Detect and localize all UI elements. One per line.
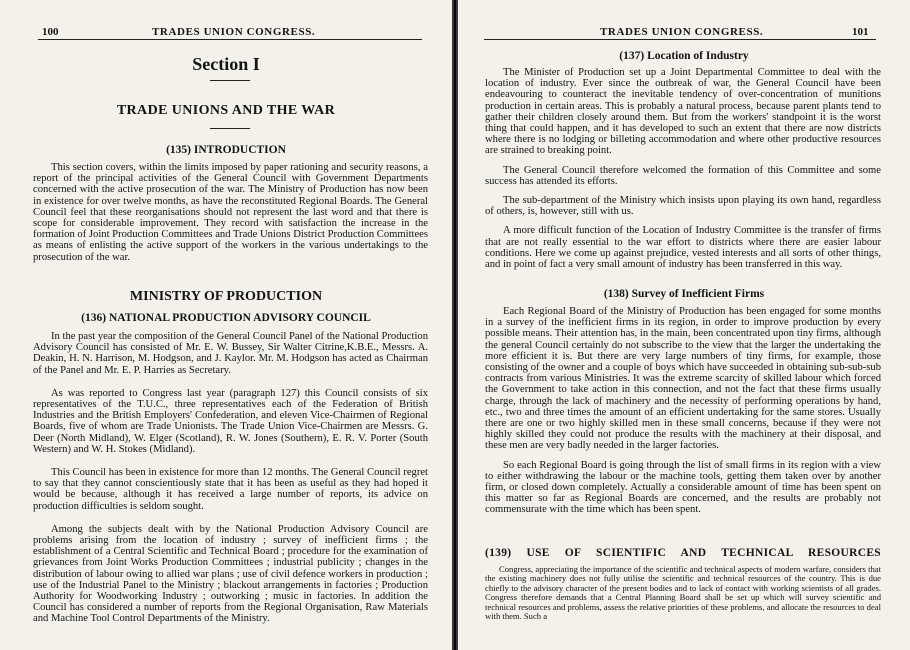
right-page-header <box>458 24 910 42</box>
science-paragraph: Congress, appreciating the importance of the scientific and technical aspects of modern warfare, considers that the existing machinery does not fully utilise the scientific and technical resources of the country. This is due chiefly to the advisory character of the present bodies and to lack of contact with working scientists of all grades. Congress therefore demands that a Central Planning Board shall be set up which will survey scientific and technical resources and problems, assess the relative priorities of these problems, and allocate the resources to deal with them. Such a <box>485 564 881 622</box>
page-number-right: 101 <box>852 26 869 38</box>
survey-heading: (138) Survey of Inefficient Firms <box>603 288 765 300</box>
council-paragraph-4: Among the subjects dealt with by the National Production Advisory Council are problems arising from the location of industry ; survey of inefficient firms ; the establishment of a Central Scientific and Technical Board ; procedure for the examination of grievances from Joint Works Production Committees ; industrial publicity ; changes in the distribution of labour owing to allied war plans ; use of civil defence workers in production ; use of the Industrial Panel to the Ministry ; blackout arrangements in factories ; Production Authority for Woodworking Industry ; outworking ; music in factories. In addition the Council has considered a number of reports from the Regional Organisation, Raw Materials and Machine Tool Control Departments of the Ministry. <box>33 523 428 625</box>
survey-paragraph-1: Each Regional Board of the Ministry of Production has been engaged for some months in a survey of the inefficient firms in its region, in order to improve production by every possible means. Their attention has, in the main, been concentrated upon tiny firms, although the general Council certainly do not subscribe to the view that the larger the undertaking the more efficient it is. But there are very large numbers of tiny firms, for example, those consisting of the owner and a couple of boys which have succeeded in obtaining sub-sub-sub contracts from various Ministries. It was the extreme scarcity of skilled labour which forced the Government to take action in this connection, and not the fact that these firms usually charge, through the lack of machinery and the necessity of performing operations by hand, etc., two and three times the amount of an efficient undertaking for the same stores. Usually there are one or two highly skilled men in these small concerns, because if they were not highly skilled they could not produce the results with the machinery at their disposal, and these men are very badly needed in the larger factories. <box>485 306 881 452</box>
intro-heading: (135) INTRODUCTION <box>166 144 286 156</box>
header-rule-right <box>484 39 876 40</box>
location-heading: (137) Location of Industry <box>619 50 749 62</box>
location-paragraph-4: A more difficult function of the Location of Industry Committee is the transfer of firms that are not really essential to the war effort to districts where there are easier labour conditions. Here we come up against prejudice, vested interests and all sorts of other things, and in point of fact a very small amount of industry has been transferred in this way. <box>485 225 881 271</box>
location-text <box>485 67 881 278</box>
chapter-divider <box>210 128 250 129</box>
running-title-right: TRADES UNION CONGRESS. <box>600 26 764 38</box>
council-paragraph-1: In the past year the composition of the General Council Panel of the National Production Advisory Council has consisted of Mr. E. W. Bussey, Sir Walter Citrine,K.B.E., Messrs. A. Deakin, H. N. Harrison, M. Hodgson, and J. Kaylor. Mr. M. Hodgson has acted as Chairman of the Panel and Mr. E. P. Harries as Secretary. <box>33 331 428 376</box>
survey-paragraph-2: So each Regional Board is going through the list of small firms in its region with a view to either withdrawing the labour or the machine tools, getting them taken over by another firm, or closed down completely. Actually a considerable amount of time has been spent on this matter so far as Regional Boards are concerned, and the results are probably not commensurate with the time which has been spent. <box>485 459 881 516</box>
council-paragraph-2: As was reported to Congress last year (paragraph 127) this Council consists of six representatives of the T.U.C., three representatives each of the Federation of British Industries and the British Employers' Confederation, and eleven Vice-Chairmen of Regional Boards, five of whom are Trade Unionists. The Trade Union Vice-Chairmen are Messrs. G. Deer (North Midland), W. Elger (Scotland), R. W. Jones (Southern), E. R. V. Porter (South Western) and W. H. Stokes (Midland). <box>33 387 428 455</box>
intro-paragraph: This section covers, within the limits imposed by paper rationing and security reasons, a report of the principal activities of the General Council with Government Departments concerned with the active prosecution of the war. The Ministry of Production has now been in existence for over twelve months, as have the reconstituted Regional Boards. The General Council feel that these reorganisations should not represent the last word and that there is scope for considerable improvement. They record with satisfaction the increase in the formation of Joint Production Committees and Trade Unions District Production Committees as means of enlisting the active support of the workers in the various undertakings to the prosecution of the war. <box>33 162 428 263</box>
location-paragraph-1: The Minister of Production set up a Joint Departmental Committee to deal with the location of industry. Ever since the outbreak of war, the General Council have been endeavouring to counteract the inevitable tendency of over-concentration of munitions production in certain areas. This is probably a natural process, because parent plants tend to gather their children closely around them. But from the workers' standpoint it is the worst thing that could happen, and it has developed to such an extent that there are now districts where there is no lodging or billeting accommodation and where other productive resources are strained to breaking point. <box>485 67 881 157</box>
ministry-heading: MINISTRY OF PRODUCTION <box>129 289 323 304</box>
science-text <box>485 565 881 629</box>
page-number-left: 100 <box>42 26 59 38</box>
science-heading: (139) USE OF SCIENTIFIC AND TECHNICAL RESOURCES <box>485 547 881 559</box>
section-divider <box>210 80 250 81</box>
location-paragraph-2: The General Council therefore welcomed the formation of this Committee and some success has attended its efforts. <box>485 164 881 187</box>
left-page <box>0 0 452 650</box>
location-paragraph-3: The sub-department of the Ministry which insists upon playing its own hand, regardless of others, is, however, still with us. <box>485 195 881 218</box>
chapter-title: TRADE UNIONS AND THE WAR <box>116 103 336 118</box>
council-heading: (136) NATIONAL PRODUCTION ADVISORY COUNCIL <box>81 312 371 324</box>
council-text <box>33 331 428 633</box>
council-paragraph-3: This Council has been in existence for more than 12 months. The General Council regret to say that they cannot conscientiously state that it has been as useful as they had hoped it would be because, although it has received a large number of reports, its advice on production difficulties is seldom sought. <box>33 467 428 512</box>
survey-text <box>485 306 881 524</box>
right-page <box>458 0 910 650</box>
section-title: Section I <box>192 54 260 74</box>
left-page-header <box>0 24 452 42</box>
running-title-left: TRADES UNION CONGRESS. <box>152 26 316 38</box>
intro-text <box>33 162 428 271</box>
header-rule-left <box>38 39 422 40</box>
